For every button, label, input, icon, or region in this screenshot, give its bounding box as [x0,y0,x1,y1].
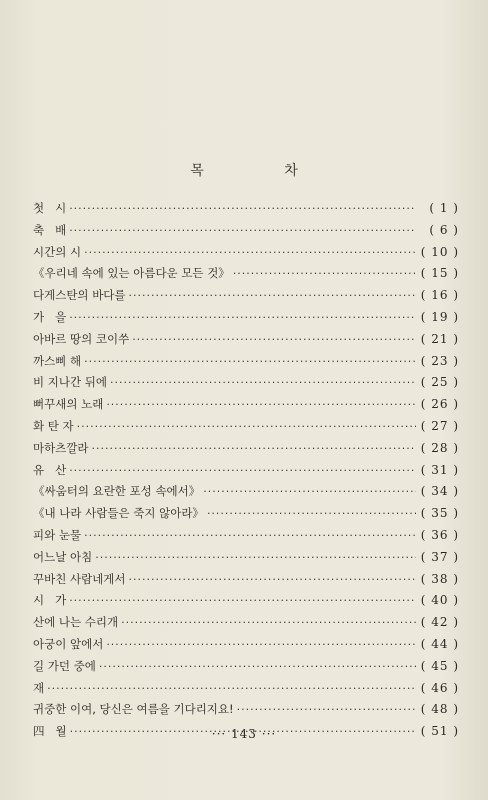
toc-entry-page: ( 1 ) [429,201,459,215]
dot-leader [106,638,416,651]
toc-entry [33,483,459,505]
toc-entry [33,549,459,571]
toc-entry [33,331,459,353]
toc-entry [33,374,459,396]
toc-entry-title: 길 가던 중에 [33,658,96,673]
toc-entry [33,527,459,549]
toc-entry-page: ( 19 ) [420,309,459,324]
dot-leader [129,289,416,302]
toc-entry-title: 귀중한 이여, 당신은 여름을 기다리지요! [33,702,234,717]
toc-entry-page: ( 25 ) [420,375,459,390]
dot-leader [69,464,416,477]
dot-leader [110,376,416,389]
toc-entry-title: 다게스탄의 바다를 [33,288,126,303]
toc-entry [33,571,459,593]
toc-entry-page: ( 46 ) [420,680,459,695]
toc-entry-page: ( 48 ) [420,702,459,717]
toc-entry [33,680,459,702]
toc-entry-title: 유 산 [33,462,67,477]
dot-leader [203,485,416,498]
toc-entry-title: 피와 눈물 [33,527,82,542]
dot-leader [121,616,416,629]
dot-leader [129,573,416,586]
toc-entry-page: ( 31 ) [420,462,459,477]
dot-leader [69,224,416,237]
toc-entry-title: 까스삐 해 [33,353,82,368]
toc-entry-page: ( 34 ) [420,484,459,499]
page-number: ··· 143 ··· [211,727,277,741]
toc-entry-page: ( 28 ) [420,440,459,455]
toc-entry [33,440,459,462]
toc-entry-page: ( 10 ) [420,244,459,259]
toc-entry-page: ( 51 ) [420,724,459,739]
toc-entry-page: ( 38 ) [420,571,459,586]
toc-entry-page: ( 21 ) [420,331,459,346]
dot-leader [99,660,416,673]
toc-entry-page: ( 15 ) [420,266,459,281]
toc-entry-title: 아궁이 앞에서 [33,636,104,651]
dot-leader [92,442,416,455]
dot-leader [69,202,416,215]
toc-entry-page: ( 6 ) [429,222,459,237]
toc-entry [33,200,459,222]
dot-leader [106,398,416,411]
toc-entry-title: 축 배 [33,222,67,237]
toc-entry-page: ( 44 ) [420,636,459,651]
dot-leader [132,333,416,346]
toc-entry-title: 비 지나간 뒤에 [33,375,107,390]
toc-entry-title: 뻐꾸새의 노래 [33,397,104,412]
dot-leader [84,529,416,542]
toc-entry-title: 꾸바친 사람네게서 [33,571,126,586]
toc-entry-page: ( 26 ) [420,397,459,412]
toc-entry-page: ( 23 ) [420,353,459,368]
dot-leader [84,246,416,259]
toc-entry [33,701,459,723]
dot-leader [233,267,416,280]
toc-entry [33,505,459,527]
table-of-contents [33,200,459,745]
toc-entry [33,418,459,440]
toc-entry [33,614,459,636]
toc-entry-page: ( 42 ) [420,615,459,630]
toc-entry [33,396,459,418]
dot-leader [95,551,416,564]
toc-entry-title: 四 월 [33,724,67,739]
toc-entry-title: 가 을 [33,309,67,324]
toc-entry-title: 시 가 [33,593,67,608]
toc-entry-title: 화 탄 자 [33,418,74,433]
toc-entry-page: ( 35 ) [420,506,459,521]
dot-leader [84,355,416,368]
toc-entry [33,265,459,287]
toc-entry [33,244,459,266]
toc-entry-title: 재 [33,680,45,695]
page-title: 목 차 [190,163,336,179]
toc-entry-title: 어느날 아침 [33,549,93,564]
toc-entry-title: 《우리네 속에 있는 아름다운 모든 것》 [33,266,230,281]
toc-entry-page: ( 37 ) [420,549,459,564]
toc-entry-page: ( 45 ) [420,658,459,673]
toc-entry [33,222,459,244]
toc-entry-page: ( 16 ) [420,288,459,303]
toc-entry-title: 마하츠깔라 [33,440,89,455]
toc-entry-title: 시간의 시 [33,244,82,259]
toc-entry [33,636,459,658]
toc-entry [33,287,459,309]
toc-entry-title: 《싸움터의 요란한 포성 속에서》 [33,484,201,499]
toc-entry-page: ( 40 ) [420,593,459,608]
toc-entry-title: 아바르 땅의 코이쑤 [33,331,130,346]
dot-leader [207,507,416,520]
toc-entry-page: ( 27 ) [420,418,459,433]
toc-entry-title: 첫 시 [33,201,67,215]
toc-entry [33,353,459,375]
dot-leader [47,682,416,695]
toc-entry [33,462,459,484]
toc-entry-title: 《내 나라 사람들은 죽지 않아라》 [33,506,204,521]
dot-leader [77,420,416,433]
dot-leader [69,311,416,324]
toc-entry-page: ( 36 ) [420,527,459,542]
dot-leader [69,594,416,607]
toc-entry [33,592,459,614]
toc-entry-title: 산에 나는 수리개 [33,615,119,630]
toc-entry [33,309,459,331]
toc-entry [33,658,459,680]
dot-leader [237,703,416,716]
